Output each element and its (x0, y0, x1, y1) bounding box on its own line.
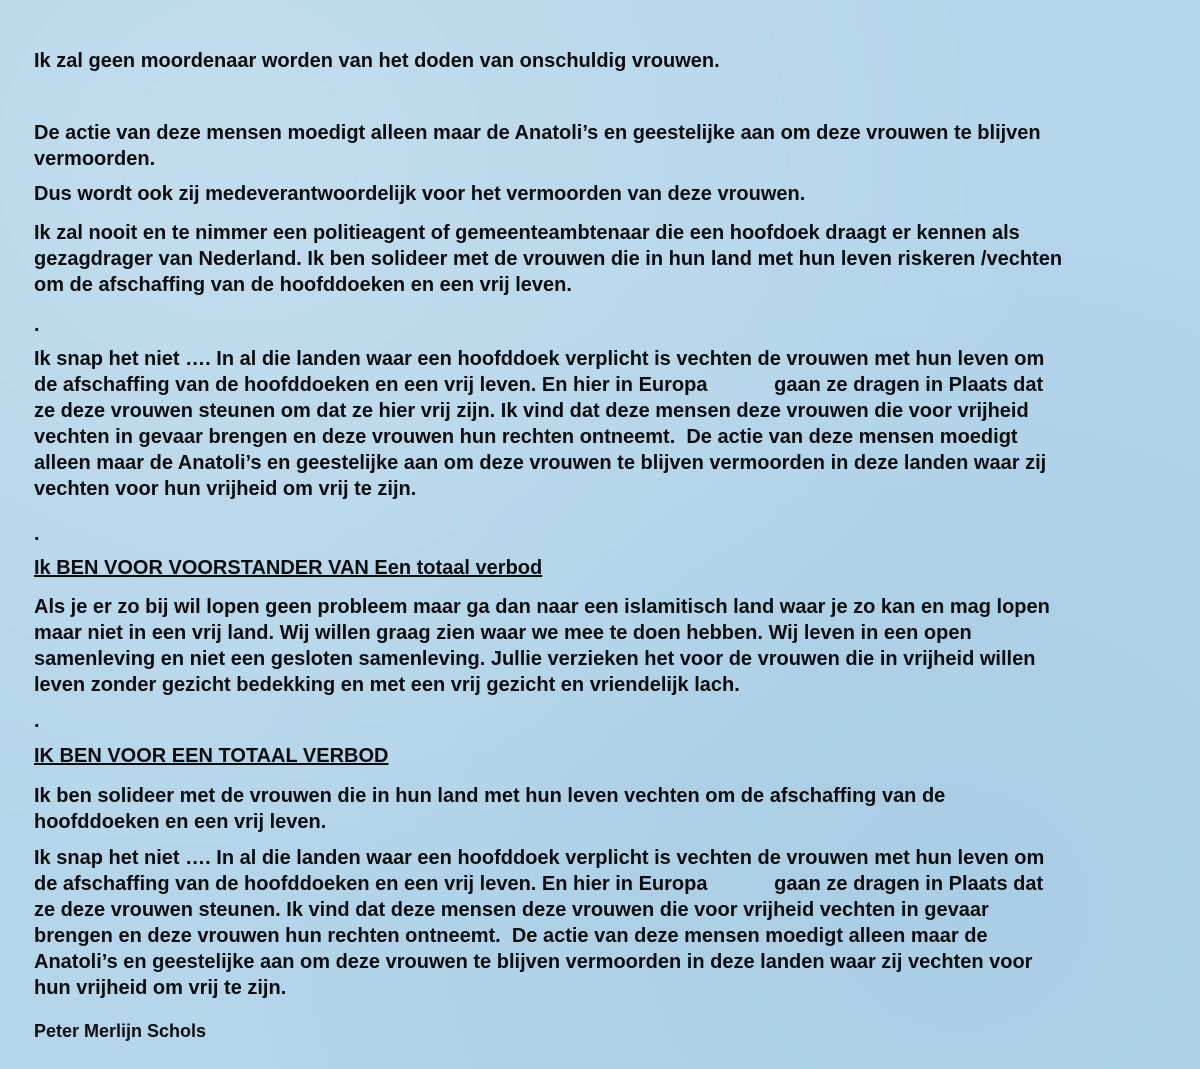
signature-text: Peter Merlijn Schols (34, 1021, 207, 1041)
paragraph-understanding (34, 346, 1174, 502)
text-line: vermoorden. (34, 148, 156, 170)
text-line: Ik zal geen moordenaar worden van het doden van onschuldig vrouwen. (34, 50, 720, 72)
text-line: ze deze vrouwen steunen. Ik vind dat deze mensen deze vrouwen die voor vrijheid vechten in gevaar (34, 899, 989, 921)
text-line: hun vrijheid om vrij te zijn. (34, 977, 287, 999)
separator-dot (34, 521, 1174, 547)
text-line: Als je er zo bij wil lopen geen probleem maar ga dan naar een islamitisch land waar je zo kan en mag lopen (34, 596, 1050, 618)
text-line: Ik snap het niet …. In al die landen waar een hoofddoek verplicht is vechten de vrouwen met hun leven om (34, 348, 1045, 370)
heading-total-ban (34, 743, 1174, 769)
dot-text: . (34, 523, 40, 545)
text-line: de afschaffing van de hoofddoeken en een vrij leven. En hier in Europa gaan ze dragen in Plaats dat (34, 374, 1044, 396)
text-line: alleen maar de Anatoli’s en geestelijke aan om deze vrouwen te blijven vermoorden in deze landen waar zij (34, 452, 1047, 474)
text-line: Ik zal nooit en te nimmer een politieagent of gemeenteambtenaar die een hoofdoek draagt er kennen als (34, 222, 1020, 244)
heading-text: Ik BEN VOOR VOORSTANDER VAN Een totaal verbod (34, 557, 543, 579)
text-line: hoofddoeken en een vrij leven. (34, 811, 327, 833)
paragraph-understanding-repeat (34, 845, 1174, 1001)
paragraph-intro (34, 48, 1174, 74)
paragraph-open-society (34, 594, 1174, 698)
paragraph-authority (34, 220, 1174, 298)
text-line: De actie van deze mensen moedigt alleen maar de Anatoli’s en geestelijke aan om deze vrouwen te blijven (34, 122, 1041, 144)
dot-text: . (34, 314, 40, 336)
text-line: brengen en deze vrouwen hun rechten ontneemt. De actie van deze mensen moedigt alleen maar de (34, 925, 988, 947)
paragraph-responsibility (34, 181, 1174, 207)
text-line: leven zonder gezicht bedekking en met een vrij gezicht en vriendelijk lach. (34, 674, 740, 696)
signature (34, 1018, 1174, 1044)
text-line: om de afschaffing van de hoofddoeken en een vrij leven. (34, 274, 572, 296)
heading-proponent (34, 555, 1174, 581)
text-line: Ik snap het niet …. In al die landen waar een hoofddoek verplicht is vechten de vrouwen met hun leven om (34, 847, 1045, 869)
paragraph-solidarity (34, 783, 1174, 835)
text-line: Anatoli’s en geestelijke aan om deze vrouwen te blijven vermoorden in deze landen waar zij vechten voor (34, 951, 1033, 973)
heading-text: IK BEN VOOR EEN TOTAAL VERBOD (34, 745, 389, 767)
text-line: gezagdrager van Nederland. Ik ben solideer met de vrouwen die in hun land met hun leven riskeren /vechten (34, 248, 1063, 270)
text-line: ze deze vrouwen steunen om dat ze hier vrij zijn. Ik vind dat deze mensen deze vrouwen die voor vrijheid (34, 400, 1029, 422)
text-line: Ik ben solideer met de vrouwen die in hun land met hun leven vechten om de afschaffing van de (34, 785, 946, 807)
text-line: vechten voor hun vrijheid om vrij te zijn. (34, 478, 417, 500)
separator-dot (34, 312, 1174, 338)
text-line: Dus wordt ook zij medeverantwoordelijk voor het vermoorden van deze vrouwen. (34, 183, 806, 205)
text-line: samenleving en niet een gesloten samenleving. Jullie verzieken het voor de vrouwen die in vrijheid willen (34, 648, 1036, 670)
text-line: maar niet in een vrij land. Wij willen graag zien waar we mee te doen hebben. Wij leven in een open (34, 622, 972, 644)
text-line: de afschaffing van de hoofddoeken en een vrij leven. En hier in Europa gaan ze dragen in Plaats dat (34, 873, 1044, 895)
separator-dot (34, 708, 1174, 734)
dot-text: . (34, 710, 40, 732)
text-line: vechten in gevaar brengen en deze vrouwen hun rechten ontneemt. De actie van deze mensen moedigt (34, 426, 1018, 448)
paragraph-action (34, 120, 1174, 172)
